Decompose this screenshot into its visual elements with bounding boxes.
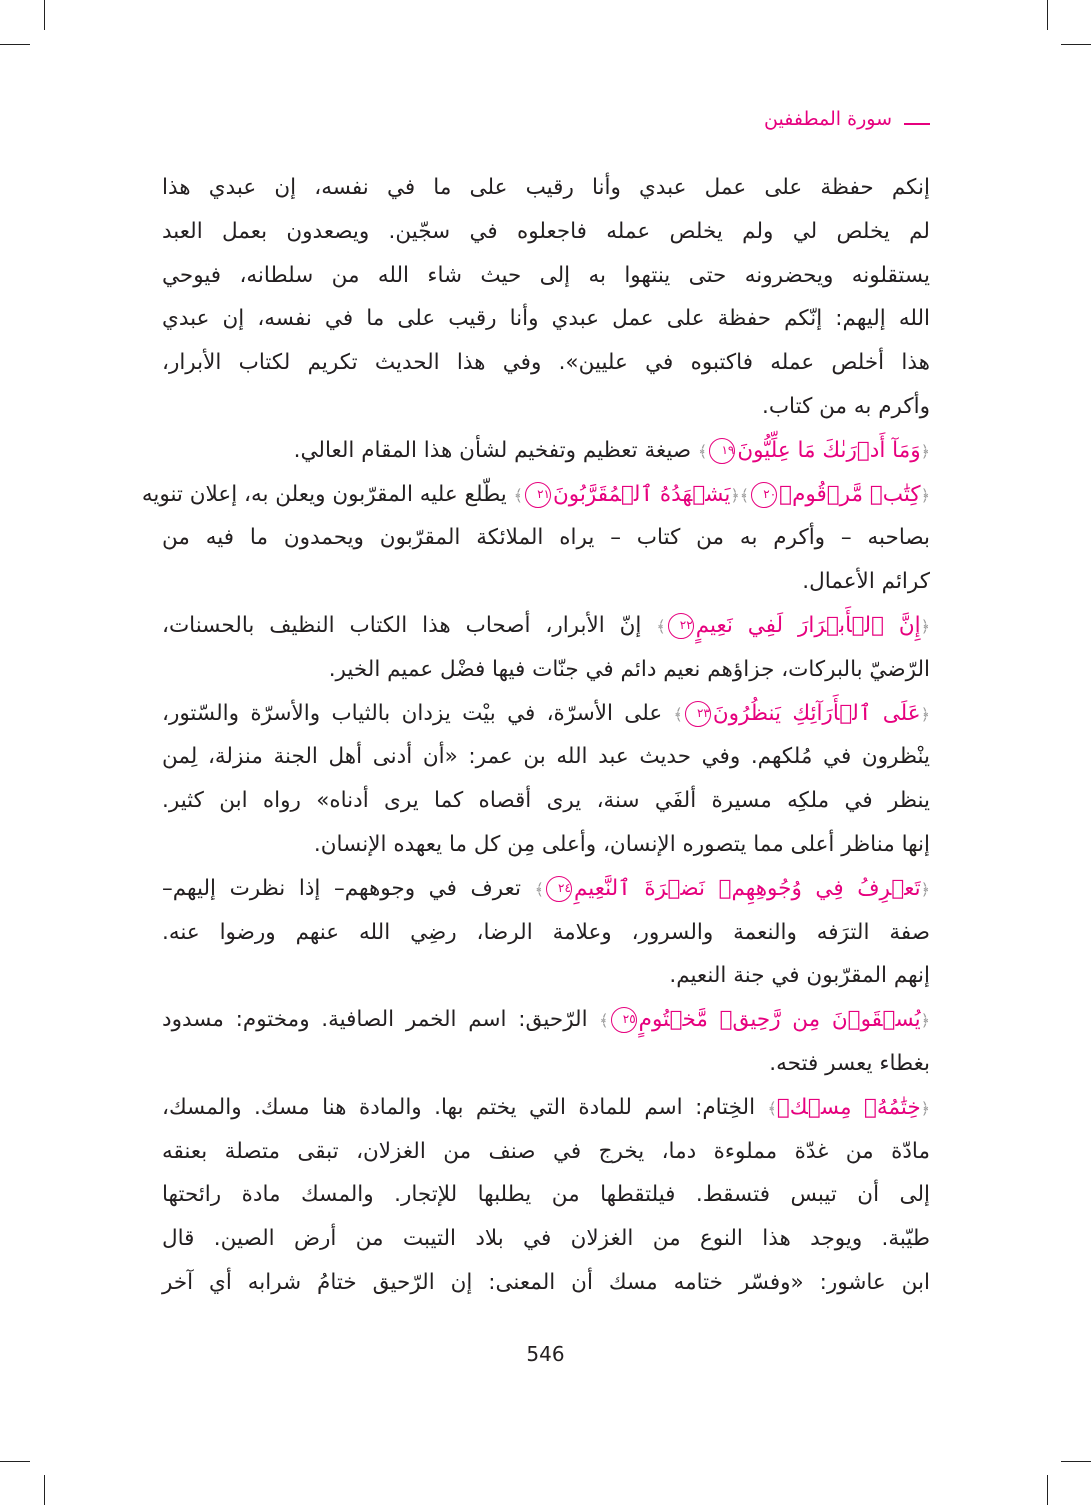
surah-title: سورة المطففين <box>764 108 892 130</box>
commentary-text: كرائم الأعمال. <box>802 569 930 595</box>
text-line <box>162 560 930 604</box>
ornate-bracket-open-icon: ﴿ <box>730 485 740 505</box>
text-line <box>162 385 930 429</box>
commentary-text: إنكم حفظة على عمل عبدي وأنا رقيب على ما في نفسه، إن عبدي هذا <box>162 175 930 200</box>
quran-verse: كِتَٰبٞ مَّرۡقُومٞ <box>779 481 921 507</box>
verse-number-badge: ١٩ <box>709 438 735 464</box>
crop-mark <box>1047 0 1048 30</box>
quran-verse: عَلَى ٱلۡأَرَآئِكِ يَنظُرُونَ <box>712 700 921 726</box>
page-body <box>141 166 931 1305</box>
text-line <box>162 823 930 867</box>
crop-mark <box>1047 1475 1048 1505</box>
text-line <box>162 692 930 736</box>
ornate-bracket-open-icon: ﴿ <box>920 616 931 636</box>
commentary-text: لم يخلص لي ولم يخلص عمله فاجعلوه في سجّين. ويصعدون بعمل العبد <box>162 218 930 244</box>
commentary-text: بغطاء يعسر فتحه. <box>769 1050 930 1076</box>
ornate-bracket-close-icon: ﴾ <box>673 704 683 724</box>
commentary-text: ينظر في ملكِه مسيرة ألفَي سنة، يرى أقصاه كما يرى أدناه» رواه ابن كثير. <box>162 788 930 814</box>
commentary-text: إلى أن تيبس فتسقط. فيلتقطها من يطلبها للإتجار. والمسك مادة رائحتها <box>162 1182 930 1208</box>
ornate-bracket-open-icon: ﴿ <box>920 704 931 724</box>
ornate-bracket-close-icon: ﴾ <box>767 1098 777 1118</box>
text-line <box>162 297 930 341</box>
commentary-text: الله إليهم: إنّكم حفظة على عمل عبدي وأنا رقيب على ما في نفسه، إن عبدي <box>162 306 930 332</box>
verse-number-badge: ٢٠ <box>751 482 777 508</box>
commentary-text: طيّبة. ويوجد هذا النوع من الغزلان في بلاد التيبت من أرض الصين. قال <box>162 1226 930 1252</box>
crop-mark <box>44 0 45 30</box>
ornate-bracket-open-icon: ﴿ <box>920 1098 930 1118</box>
text-line <box>162 648 930 692</box>
crop-mark <box>0 44 30 45</box>
verse-number-badge: ٢٣ <box>685 701 711 727</box>
ornate-bracket-open-icon: ﴿ <box>920 441 930 461</box>
text-line <box>141 473 930 517</box>
commentary-text: إنّ الأبرار، أصحاب هذا الكتاب النظيف بالحسنات، <box>162 612 657 638</box>
text-line <box>162 1042 930 1086</box>
commentary-text: صيغة تعظيم وتفخيم لشأن هذا المقام العالي. <box>293 437 698 463</box>
crop-mark <box>1061 1461 1091 1462</box>
commentary-text: الخِتام: اسم للمادة التي يختم بها. والمادة هنا مسك. والمسك، <box>162 1094 768 1120</box>
commentary-text: بصاحبه – وأكرم به من كتاب – يراه الملائكة المقرّبون ويحمدون ما فيه من <box>162 525 930 551</box>
commentary-text: على الأسرّة، في بيْت يزدان بالثياب والأسرّة والسّتور، <box>162 700 674 726</box>
text-line <box>162 254 930 298</box>
text-line <box>162 779 930 823</box>
commentary-text: هذا أخلص عمله فاكتبوه في عليين». وفي هذا الحديث تكريم لكتاب الأبرار، <box>162 350 930 376</box>
quran-verse: وَمَآ أَدۡرَىٰكَ مَا عِلِّيُّونَ <box>737 437 921 463</box>
text-line <box>162 954 930 998</box>
verse-number-badge: ٢٥ <box>611 1007 637 1033</box>
ornate-bracket-close-icon: ﴾ <box>739 485 750 505</box>
text-line <box>162 604 930 648</box>
ornate-bracket-close-icon: ﴾ <box>599 1011 609 1031</box>
text-line <box>162 429 930 473</box>
commentary-text: الرّضيّ بالبركات، جزاؤهم نعيم دائم في جنّات فيها فضْل عميم الخير. <box>328 656 930 682</box>
quran-verse: تَعۡرِفُ فِي وُجُوهِهِمۡ نَضۡرَةَ ٱلنَّعِيمِ <box>573 875 921 901</box>
ornate-bracket-close-icon: ﴾ <box>534 879 544 899</box>
quran-verse: يُسۡقَوۡنَ مِن رَّحِيقٖ مَّخۡتُومٍ <box>638 1007 921 1033</box>
ornate-bracket-close-icon: ﴾ <box>697 441 708 461</box>
commentary-text: وأكرم به من كتاب. <box>761 393 930 419</box>
verse-number-badge: ٢٤ <box>546 876 572 902</box>
verse-number-badge: ٢١ <box>525 482 551 508</box>
ornate-bracket-open-icon: ﴿ <box>920 879 930 899</box>
ornate-bracket-close-icon: ﴾ <box>513 485 523 505</box>
ornate-bracket-open-icon: ﴿ <box>920 485 930 505</box>
crop-mark <box>44 1475 45 1505</box>
verse-number-badge: ٢٢ <box>668 613 694 639</box>
commentary-text: الرّحيق: اسم الخمر الصافية. ومختوم: مسدود <box>162 1007 600 1033</box>
text-line <box>162 867 930 911</box>
commentary-text: صفة الترَفه والنعمة والسرور، وعلامة الرضا، رضِي الله عنهم ورضوا عنه. <box>162 919 930 945</box>
text-line <box>162 1217 930 1261</box>
ornate-bracket-open-icon: ﴿ <box>920 1011 930 1031</box>
crop-mark <box>0 1461 30 1462</box>
commentary-text: مادّة من غدّة مملوءة دما، يخرج في صنف من الغزلان، تبقى متصلة بعنقه <box>162 1138 930 1164</box>
text-line <box>162 1130 930 1174</box>
text-line <box>162 516 930 560</box>
running-header <box>764 108 930 130</box>
text-line <box>162 998 930 1042</box>
text-line <box>162 1261 930 1305</box>
commentary-text: ينْظرون في مُلكهم. وفي حديث عبد الله بن عمر: «أن أدنى أهل الجنة منزلة، لِمن <box>162 744 930 770</box>
commentary-text: إنها مناظر أعلى مما يتصوره الإنسان، وأعلى مِن كل ما يعهده الإنسان. <box>313 831 930 857</box>
text-line <box>162 341 930 385</box>
text-line <box>162 210 930 254</box>
text-line <box>162 735 930 779</box>
quran-verse: يَشۡهَدُهُ ٱلۡمُقَرَّبُونَ <box>552 481 731 507</box>
commentary-text: يطّلع عليه المقرّبون ويعلن به، إعلان تنويه <box>141 481 514 507</box>
commentary-text: تعرف في وجوههم– إذا نظرت إليهم– <box>162 875 535 901</box>
text-line <box>162 166 930 210</box>
quran-verse: خِتَٰمُهُۥ مِسۡكٞ <box>776 1094 921 1120</box>
page-number: 546 <box>526 1342 565 1366</box>
commentary-text: يستقلونه ويحضرونه حتى ينتهوا به إلى حيث شاء الله من سلطانه، فيوحي <box>162 262 930 288</box>
commentary-text: إنهم المقرّبون في جنة النعيم. <box>669 963 930 989</box>
commentary-text: ابن عاشور: «وفسّر ختامه مسك أن المعنى: إن الرّحيق ختامُ شرابه أي آخر <box>162 1269 930 1295</box>
text-line <box>162 1086 930 1130</box>
crop-mark <box>1061 44 1091 45</box>
text-line <box>162 1173 930 1217</box>
header-rule <box>904 123 930 125</box>
text-line <box>162 911 930 955</box>
ornate-bracket-close-icon: ﴾ <box>656 616 666 636</box>
quran-verse: إِنَّ ٱلۡأَبۡرَارَ لَفِي نَعِيمٍ <box>695 612 921 638</box>
